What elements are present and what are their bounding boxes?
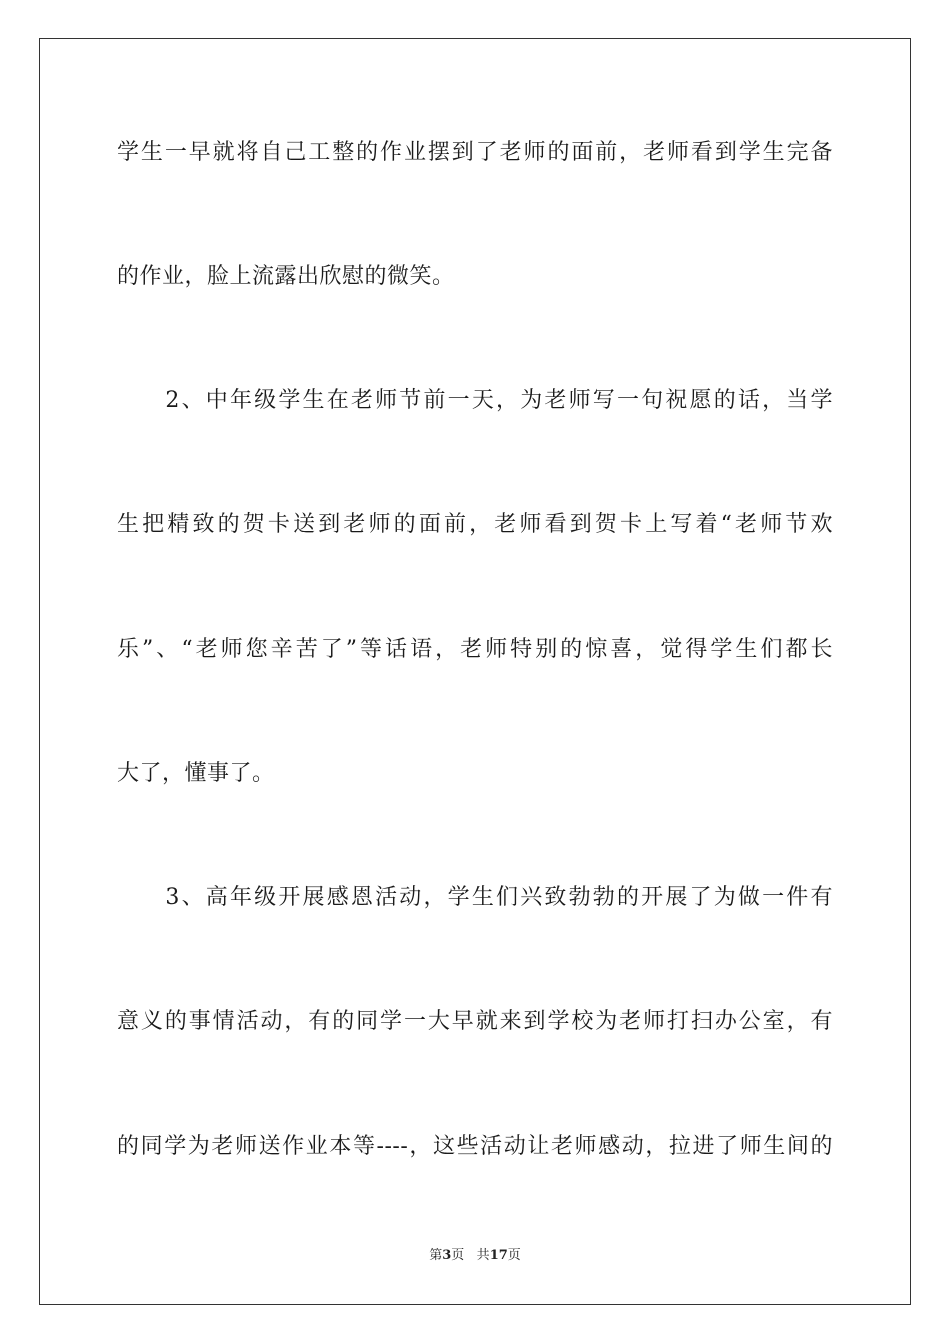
- body-line-7: 3、高年级开展感恩活动，学生们兴致勃勃的开展了为做一件有: [117, 885, 833, 910]
- total-pages: 17: [489, 1248, 508, 1263]
- page-footer: [0, 1247, 950, 1265]
- page-suffix: 页: [451, 1248, 465, 1263]
- page-border: [39, 38, 911, 1305]
- page-number: 3: [442, 1248, 452, 1263]
- body-line-6: 大了，懂事了。: [117, 761, 275, 786]
- page-prefix: 第: [429, 1248, 443, 1263]
- body-line-2: 的作业，脸上流露出欣慰的微笑。: [117, 264, 455, 289]
- total-suffix: 页: [507, 1248, 521, 1263]
- body-line-8: 意义的事情活动，有的同学一大早就来到学校为老师打扫办公室，有: [117, 1009, 833, 1034]
- body-line-4: 生把精致的贺卡送到老师的面前，老师看到贺卡上写着“老师节欢: [117, 512, 833, 537]
- body-line-5: 乐”、“老师您辛苦了”等话语，老师特别的惊喜，觉得学生们都长: [117, 637, 833, 662]
- body-line-3: 2、中年级学生在老师节前一天，为老师写一句祝愿的话，当学: [117, 388, 833, 413]
- body-line-9: 的同学为老师送作业本等----，这些活动让老师感动，拉进了师生间的: [117, 1134, 833, 1159]
- total-prefix: 共: [476, 1248, 490, 1263]
- body-line-1: 学生一早就将自己工整的作业摆到了老师的面前，老师看到学生完备: [117, 140, 833, 165]
